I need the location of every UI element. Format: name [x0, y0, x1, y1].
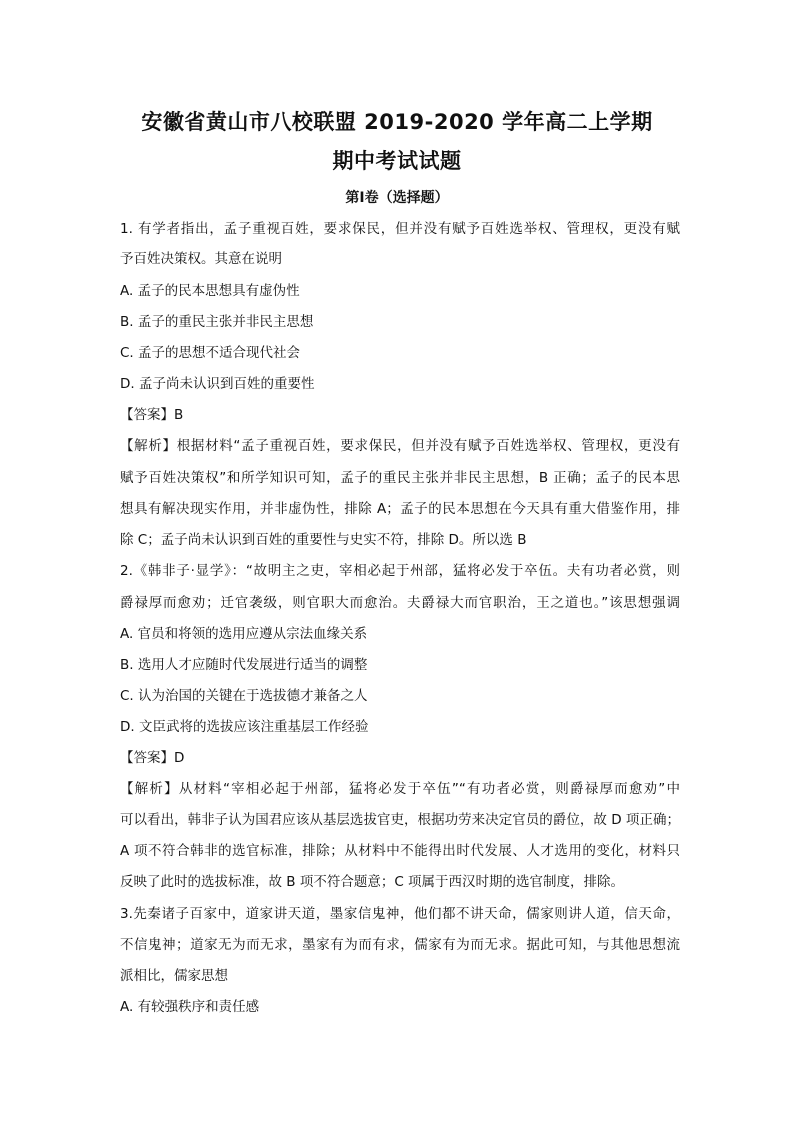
q3-stem-line1: 3.先秦诸子百家中，道家讲天道，墨家信鬼神，他们都不讲天命，儒家则讲人道，信天命， — [120, 906, 680, 922]
q1-answer: 【答案】B — [120, 407, 184, 423]
q1-analysis-line1: 【解析】根据材料“孟子重视百姓，要求保民，但并没有赋予百姓选举权、管理权，更没有 — [120, 438, 680, 454]
q1-analysis-line2: 赋予百姓决策权”和所学知识可知，孟子的重民主张并非民主思想，B 正确；孟子的民本思 — [120, 470, 680, 486]
q2-analysis-line4: 反映了此时的选拔标准，故 B 项不符合题意；C 项属于西汉时期的选官制度，排除。 — [120, 874, 625, 890]
q1-stem-line1: 1. 有学者指出，孟子重视百姓，要求保民，但并没有赋予百姓选举权、管理权，更没有赋 — [120, 221, 680, 237]
q3-stem-line3: 派相比，儒家思想 — [120, 968, 228, 984]
q3-option-a: A. 有较强秩序和责任感 — [120, 999, 260, 1015]
section-heading: 第Ⅰ卷（选择题） — [345, 190, 449, 206]
q1-stem-line2: 予百姓决策权。其意在说明 — [120, 251, 282, 267]
doc-title-line1: 安徽省黄山市八校联盟 2019-2020 学年高二上学期 — [141, 110, 653, 134]
q2-analysis-line2: 可以看出，韩非子认为国君应该从基层选拔官吏，根据功劳来决定官员的爵位，故 D 项正确； — [120, 812, 680, 828]
q1-option-d: D. 孟子尚未认识到百姓的重要性 — [120, 376, 315, 392]
q1-analysis-line4: 除 C；孟子尚未认识到百姓的重要性与史实不符，排除 D。所以选 B — [120, 532, 527, 548]
q1-option-a: A. 孟子的民本思想具有虚伪性 — [120, 283, 300, 299]
q1-option-c: C. 孟子的思想不适合现代社会 — [120, 345, 301, 361]
q2-answer: 【答案】D — [120, 750, 185, 766]
q1-analysis-line3: 想具有解决现实作用，并非虚伪性，排除 A；孟子的民本思想在今天具有重大借鉴作用，排 — [120, 501, 680, 517]
q2-stem-line1: 2.《韩非子·显学》：“故明主之吏，宰相必起于州部，猛将必发于卒伍。夫有功者必赏，则 — [120, 563, 680, 579]
q2-option-a: A. 官员和将领的选用应遵从宗法血缘关系 — [120, 626, 368, 642]
q2-stem-line2: 爵禄厚而愈劝；迁官袭级，则官职大而愈治。夫爵禄大而官职治，王之道也。”该思想强调 — [120, 595, 680, 611]
q2-option-d: D. 文臣武将的选拔应该注重基层工作经验 — [120, 719, 369, 735]
q2-option-b: B. 选用人才应随时代发展进行适当的调整 — [120, 657, 368, 673]
q3-stem-line2: 不信鬼神；道家无为而无求，墨家有为而有求，儒家有为而无求。据此可知，与其他思想流 — [120, 937, 680, 953]
q2-analysis-line3: A 项不符合韩非的选官标准，排除；从材料中不能得出时代发展、人才选用的变化，材料只 — [120, 843, 680, 859]
doc-title-line2: 期中考试试题 — [332, 149, 462, 173]
q1-option-b: B. 孟子的重民主张并非民主思想 — [120, 314, 314, 330]
q2-option-c: C. 认为治国的关键在于选拔德才兼备之人 — [120, 688, 368, 704]
q2-analysis-line1: 【解析】从材料“宰相必起于州部，猛将必发于卒伍”“有功者必赏，则爵禄厚而愈劝”中 — [120, 781, 680, 797]
